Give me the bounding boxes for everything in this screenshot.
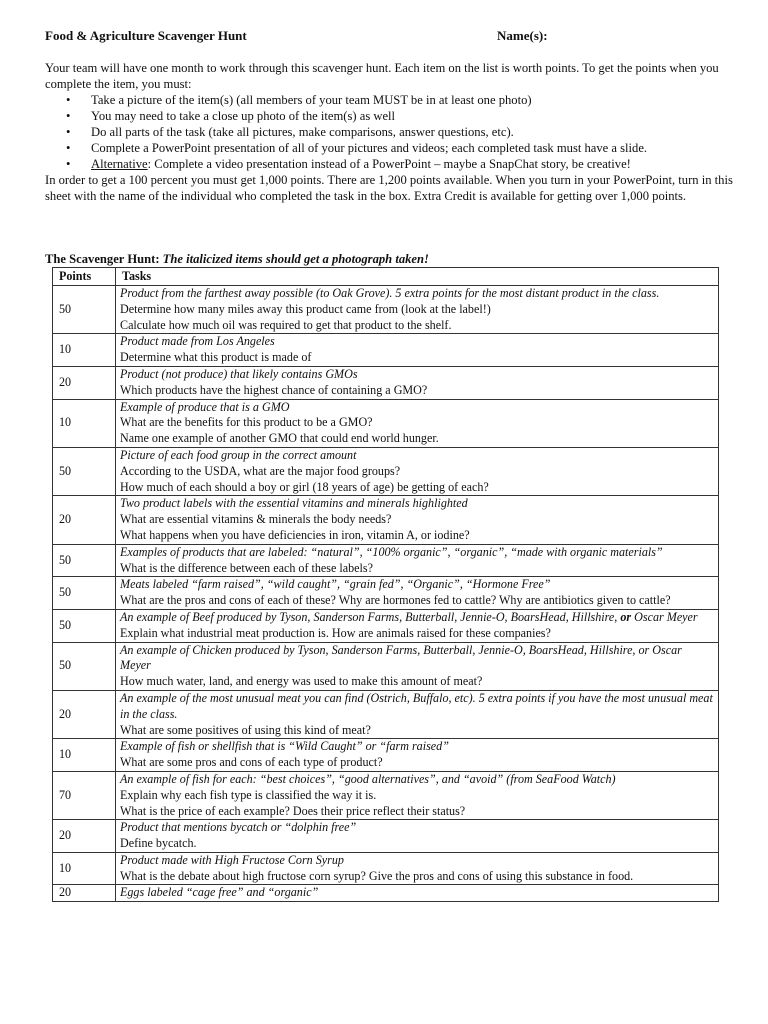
table-row	[53, 739, 719, 772]
table-header-row	[53, 268, 719, 286]
points-cell: 50	[53, 286, 116, 334]
table-row	[53, 334, 719, 367]
photo-task: Meats labeled “farm raised”, “wild caught”, “grain fed”, “Organic”, “Hormone Free”	[120, 577, 551, 592]
points-cell: 70	[53, 771, 116, 819]
instructions	[45, 60, 735, 204]
tasks-table	[52, 267, 719, 902]
photo-task: Product from the farthest away possible (to Oak Grove). 5 extra points for the most distant product in the class.	[120, 286, 660, 300]
document-title: Food & Agriculture Scavenger Hunt	[45, 28, 247, 43]
points-cell: 20	[53, 366, 116, 399]
table-row	[53, 496, 719, 544]
points-cell: 20	[53, 496, 116, 544]
task-question: What happens when you have deficiencies in iron, vitamin A, or iodine?	[120, 527, 470, 542]
table-row	[53, 609, 719, 642]
task-question: What are the benefits for this product to be a GMO?	[120, 415, 373, 430]
task-question: How much water, land, and energy was used to make this amount of meat?	[120, 674, 483, 689]
task-question: What is the difference between each of these labels?	[120, 560, 373, 575]
tasks-cell	[116, 885, 719, 902]
table-row	[53, 642, 719, 690]
table-row	[53, 447, 719, 495]
hunt-label: The Scavenger Hunt:	[45, 252, 160, 266]
list-item	[91, 156, 735, 172]
points-cell: 10	[53, 852, 116, 885]
task-question: Explain why each fish type is classified the way it is.	[120, 787, 377, 802]
photo-task: Two product labels with the essential vitamins and minerals highlighted	[120, 496, 468, 511]
tasks-table-body	[53, 286, 719, 902]
photo-task: Example of fish or shellfish that is “Wild Caught” or “farm raised”	[120, 739, 449, 754]
tasks-column-header: Tasks	[116, 268, 719, 286]
task-question: Name one example of another GMO that could end world hunger.	[120, 431, 439, 446]
alternative-text: : Complete a video presentation instead of a PowerPoint – maybe a SnapChat story, be creative!	[147, 157, 631, 171]
tasks-cell	[116, 577, 719, 610]
hunt-heading	[45, 252, 429, 267]
alternative-label: Alternative	[91, 157, 148, 171]
task-question: How much of each should a boy or girl (18 years of age) be getting of each?	[120, 479, 489, 494]
photo-task: Picture of each food group in the correct amount	[120, 447, 357, 462]
photo-task: Example of produce that is a GMO	[120, 399, 290, 414]
document-header	[45, 28, 725, 44]
photo-task: An example of the most unusual meat you can find (Ostrich, Buffalo, etc). 5 extra points if you have the most unusual meat in the class.	[120, 690, 713, 721]
task-question: Define bycatch.	[120, 836, 197, 851]
task-question: Determine how many miles away this product came from (look at the label!)	[120, 301, 491, 316]
table-row	[53, 399, 719, 447]
list-item: • Do all parts of the task (take all pictures, make comparisons, answer questions, etc).	[91, 124, 735, 140]
table-row	[53, 286, 719, 334]
points-cell: 20	[53, 690, 116, 738]
tasks-cell	[116, 642, 719, 690]
list-item: • Complete a PowerPoint presentation of all of your pictures and videos; each completed task must have a slide.	[91, 140, 735, 156]
photo-task-tail: Oscar Meyer	[634, 609, 698, 624]
table-row	[53, 852, 719, 885]
table-row	[53, 577, 719, 610]
task-question: What are essential vitamins & minerals the body needs?	[120, 512, 392, 527]
table-row	[53, 771, 719, 819]
task-question: What are some positives of using this kind of meat?	[120, 722, 371, 737]
tasks-cell	[116, 286, 719, 334]
points-cell: 50	[53, 609, 116, 642]
tasks-cell	[116, 399, 719, 447]
points-cell: 50	[53, 544, 116, 577]
photo-task: Product made with High Fructose Corn Syrup	[120, 852, 344, 867]
points-cell: 10	[53, 739, 116, 772]
task-question: What are the pros and cons of each of these? Why are hormones fed to cattle? Why are antibiotics given to cattle?	[120, 593, 671, 608]
points-cell: 20	[53, 885, 116, 902]
photo-task	[120, 610, 714, 626]
tasks-cell	[116, 334, 719, 367]
task-question: What are some pros and cons of each type of product?	[120, 755, 383, 770]
points-column-header: Points	[53, 268, 116, 286]
tasks-cell	[116, 447, 719, 495]
points-cell: 10	[53, 399, 116, 447]
tasks-cell	[116, 771, 719, 819]
photo-task-text: An example of Beef produced by Tyson, Sanderson Farms, Butterball, Jennie-O, BoarsHead, Hillshire,	[120, 609, 618, 624]
tasks-cell	[116, 544, 719, 577]
hunt-note: The italicized items should get a photograph taken!	[162, 252, 429, 266]
points-cell: 20	[53, 820, 116, 853]
intro-paragraph: Your team will have one month to work through this scavenger hunt. Each item on the list is worth points. To get the points when you complete the item, you must:	[45, 61, 719, 91]
photo-task: Product (not produce) that likely contains GMOs	[120, 366, 358, 381]
photo-task: An example of Chicken produced by Tyson, Sanderson Farms, Butterball, Jennie-O, BoarsHead, Hillshire, or Oscar Meyer	[120, 642, 682, 673]
points-paragraph: In order to get a 100 percent you must get 1,000 points. There are 1,200 points available. When you turn in your PowerPoint, turn in this sheet with the name of the individual who completed the task in the box. Extra Credit is available for getting over 1,000 points.	[45, 173, 733, 203]
tasks-cell	[116, 366, 719, 399]
tasks-cell	[116, 690, 719, 738]
tasks-cell	[116, 739, 719, 772]
points-cell: 50	[53, 447, 116, 495]
tasks-cell	[116, 496, 719, 544]
photo-task: Product that mentions bycatch or “dolphin free”	[120, 820, 357, 835]
list-item: • You may need to take a close up photo of the item(s) as well	[91, 108, 735, 124]
table-row	[53, 690, 719, 738]
points-cell: 10	[53, 334, 116, 367]
points-cell: 50	[53, 642, 116, 690]
task-question: Explain what industrial meat production is. How are animals raised for these companies?	[120, 625, 551, 640]
tasks-cell	[116, 852, 719, 885]
task-question: Determine what this product is made of	[120, 350, 312, 365]
tasks-cell	[116, 820, 719, 853]
photo-task: Examples of products that are labeled: “natural”, “100% organic”, “organic”, “made with organic materials”	[120, 544, 663, 559]
task-question: What is the price of each example? Does their price reflect their status?	[120, 803, 466, 818]
task-question: What is the debate about high fructose corn syrup? Give the pros and cons of using this substance in food.	[120, 868, 634, 883]
task-question: Which products have the highest chance of containing a GMO?	[120, 382, 428, 397]
tasks-cell	[116, 609, 719, 642]
photo-task-emphasis: or	[620, 609, 632, 624]
photo-task: Product made from Los Angeles	[120, 334, 275, 349]
table-row	[53, 366, 719, 399]
table-row	[53, 544, 719, 577]
name-label: Name(s):	[497, 28, 548, 43]
table-row	[53, 820, 719, 853]
list-item: • Take a picture of the item(s) (all members of your team MUST be in at least one photo)	[91, 92, 735, 108]
table-row	[53, 885, 719, 902]
photo-task: Eggs labeled “cage free” and “organic”	[120, 885, 319, 900]
photo-task: An example of fish for each: “best choices”, “good alternatives”, and “avoid” (from SeaFood Watch)	[120, 771, 616, 786]
task-question: According to the USDA, what are the major food groups?	[120, 463, 401, 478]
task-question: Calculate how much oil was required to get that product to the shelf.	[120, 317, 452, 332]
requirements-list	[45, 92, 735, 172]
points-cell: 50	[53, 577, 116, 610]
